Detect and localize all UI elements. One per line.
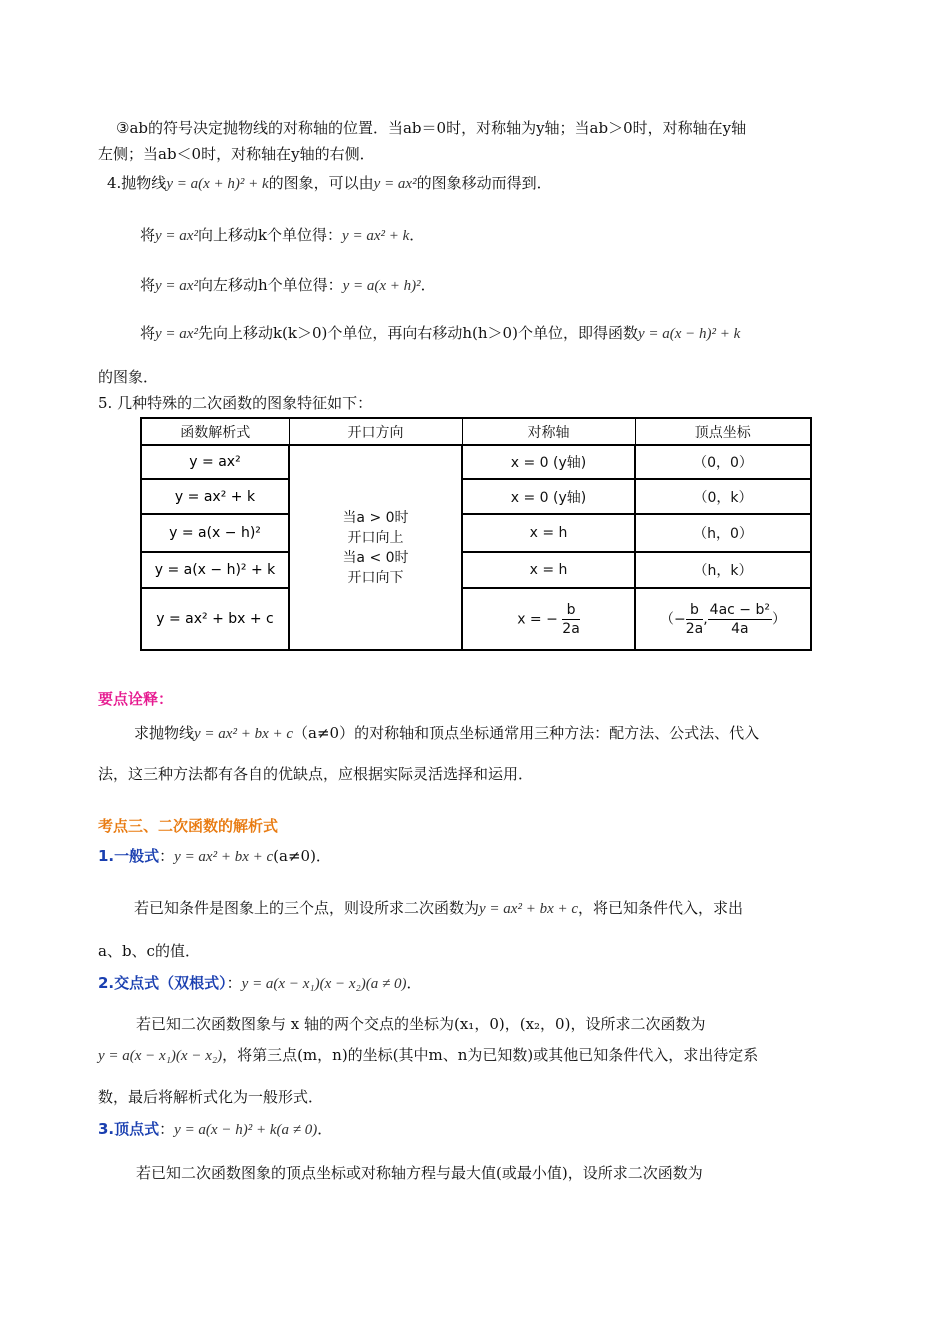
shift-left-pre: 将 (140, 276, 156, 294)
shift-both-line (140, 322, 740, 345)
shift-up-f1: y = ax² (155, 228, 198, 244)
general-p1-pre: 若已知条件是图象上的三个点，则设所求二次函数为 (134, 899, 480, 917)
shift-left-f1: y = ax² (155, 278, 198, 294)
vertex-cell: （0，k） (635, 479, 811, 514)
axis-pre: x = − (517, 611, 558, 627)
vertex-cell: （− $\frac{b}{2a}$ , $\frac{\text{4ac − b²}}{4a}$ ） (635, 588, 811, 650)
func-cell: y = a(x − h)² (141, 514, 289, 552)
opening-l2: 开口向上 (347, 529, 404, 546)
func-cell: y = ax² + k (141, 479, 289, 514)
notes-heading: 要点诠释： (98, 690, 174, 708)
func-cell: y = ax² + bx + c (141, 588, 289, 650)
shift-both-mid: 先向上移动k(k＞0)个单位，再向右移动h(h＞0)个单位，即得函数 (197, 324, 638, 342)
intercept-p2 (98, 1044, 758, 1067)
header-axis: 对称轴 (462, 418, 635, 445)
axis-cell (462, 588, 635, 650)
vertex-cell: （h，k） (635, 552, 811, 588)
shift-up-line (140, 224, 424, 247)
vertex-open: （ (659, 611, 674, 627)
table-row (141, 552, 811, 588)
shift-both-f2: y = a(x − h)² + k (637, 326, 741, 342)
general-label: 1.一般式 (98, 847, 160, 865)
func-cell: y = ax² (141, 445, 289, 479)
vertex-form-line (98, 1118, 332, 1141)
axis-cell: x = 0 (y轴) (462, 445, 635, 479)
intercept-p3: 数，最后将解析式化为一般形式． (98, 1088, 324, 1106)
item4-formula-a: y = a(x + h)² + k (166, 176, 269, 192)
shift-up-end: ． (409, 226, 425, 244)
vertex-num2: 4ac − b² (709, 601, 770, 618)
vertex-den1: 2a (685, 620, 704, 637)
vertex-p1: 若已知二次函数图象的顶点坐标或对称轴方程与最大值(或最小值)，设所求二次函数为 (136, 1164, 703, 1182)
shift-up-mid: 向上移动k个单位得： (197, 226, 343, 244)
general-form-line (98, 845, 331, 868)
table-row (141, 445, 811, 479)
vertex-frac2 (708, 601, 772, 638)
item4-prefix: 4.抛物线 (107, 174, 167, 192)
intercept-p2-post: ，将第三点(m，n)的坐标(其中m、n为已知数)或其他已知条件代入，求出待定系 (222, 1046, 759, 1064)
shift-left-f2: y = a(x + h)² (342, 278, 421, 294)
vertex-cell: （0，0） (635, 445, 811, 479)
item4-formula-b: y = ax² (373, 176, 417, 192)
shift-both-f1: y = ax² (155, 326, 198, 342)
opening-l4: 开口向下 (347, 569, 404, 586)
vertex-colon: ： (159, 1120, 175, 1138)
intercept-formula: y = a(x − x₁)(x − x₂)(a ≠ 0) (241, 976, 407, 992)
axis-num: b (562, 601, 580, 620)
vertex-close: ） (772, 611, 786, 627)
table-row (141, 514, 811, 552)
notes-l1-formula: y = ax² + bx + c (194, 726, 294, 742)
section3-heading: 考点三、二次函数的解析式 (98, 817, 279, 835)
shift-left-line (140, 274, 436, 297)
general-p1-formula: y = ax² + bx + c (479, 901, 579, 917)
general-p1 (134, 897, 743, 920)
shift-up-f2: y = ax² + k (342, 228, 410, 244)
general-cond: (a≠0)． (273, 847, 331, 865)
notes-l1-pre: 求抛物线 (134, 724, 195, 742)
item4-intro (107, 172, 552, 195)
opening-l1: 当a > 0时 (342, 509, 409, 526)
notes-l1-post: （a≠0）的对称轴和顶点坐标通常用三种方法：配方法、公式法、代入 (293, 724, 760, 742)
func-cell: y = a(x − h)² + k (141, 552, 289, 588)
axis-den: 2a (562, 620, 580, 637)
intercept-p1: 若已知二次函数图象与 x 轴的两个交点的坐标为(x₁，0)，(x₂，0)，设所求二次函数为 (136, 1015, 706, 1033)
notes-line2: 法，这三种方法都有各自的优缺点，应根据实际灵活选择和运用． (98, 765, 534, 783)
notes-line1 (134, 722, 759, 745)
intercept-p2-formula: y = a(x − x₁)(x − x₂) (98, 1048, 223, 1064)
general-p2: a、b、c的值． (98, 942, 200, 960)
shift-both-pre: 将 (140, 324, 156, 342)
item3-line2: 左侧；当ab＜0时，对称轴在y轴的右侧． (98, 145, 375, 163)
vertex-label: 3.顶点式 (98, 1120, 160, 1138)
vertex-cell: （h，0） (635, 514, 811, 552)
special-functions-table (140, 417, 812, 651)
intercept-label: 2.交点式（双根式） (98, 974, 227, 992)
header-func: 函数解析式 (141, 418, 289, 445)
intercept-form-line (98, 972, 421, 995)
shift-left-mid: 向左移动h个单位得： (197, 276, 343, 294)
shift-left-end: ． (420, 276, 436, 294)
table-row (141, 479, 811, 514)
axis-cell: x = h (462, 552, 635, 588)
header-vertex: 顶点坐标 (635, 418, 811, 445)
axis-cell: x = h (462, 514, 635, 552)
vertex-formula: y = a(x − h)² + k(a ≠ 0) (174, 1122, 318, 1138)
axis-fraction (562, 601, 580, 638)
item4-mid: 的图象，可以由 (268, 174, 374, 192)
shift-both-end: 的图象． (98, 368, 159, 386)
item5-title: 5. 几种特殊的二次函数的图象特征如下： (98, 394, 373, 412)
vertex-end: ． (317, 1120, 333, 1138)
vertex-frac1 (686, 601, 704, 638)
header-opening: 开口方向 (289, 418, 462, 445)
intercept-end: ． (406, 974, 422, 992)
axis-cell: x = 0 (y轴) (462, 479, 635, 514)
table-header-row (141, 418, 811, 445)
intercept-colon: ： (226, 974, 242, 992)
table-row (141, 588, 811, 650)
general-p1-post: ，将已知条件代入，求出 (578, 899, 744, 917)
item4-suffix: 的图象移动而得到． (416, 174, 552, 192)
opening-cell (289, 445, 462, 650)
shift-up-pre: 将 (140, 226, 156, 244)
vertex-num1: b (686, 601, 704, 620)
vertex-den2: 4a (731, 620, 749, 637)
general-formula: y = ax² + bx + c (174, 849, 274, 865)
item3-line1: ③ab的符号决定抛物线的对称轴的位置．当ab＝0时，对称轴为y轴；当ab＞0时，对称轴在y轴 (116, 119, 747, 137)
opening-l3: 当a < 0时 (342, 549, 409, 566)
general-colon: ： (159, 847, 175, 865)
